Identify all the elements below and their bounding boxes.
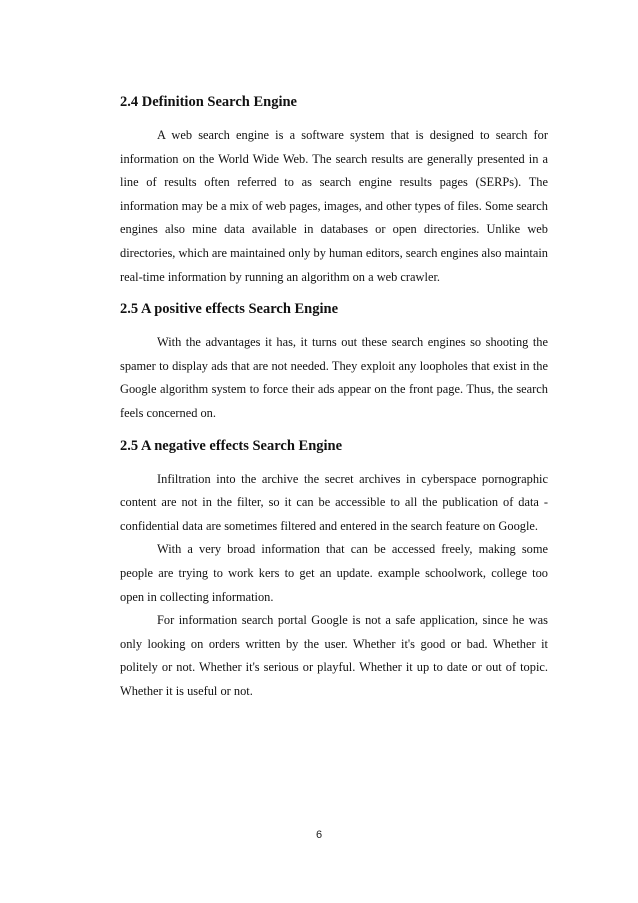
page-number: 6 — [315, 829, 323, 841]
paragraph-negative-effects-1: Infiltration into the archive the secret archives in cyberspace pornographic content are not in the filter, so it can be accessible to all the publication of data - confidential data are sometimes filtered and entered in the search feature on Google. — [120, 471, 548, 533]
paragraph-negative-effects-3: For information search portal Google is not a safe application, since he was only looking on orders written by the user. Whether it's good or bad. Whether it politely or not. Whether it's serious or playful. Whether it up to date or out of topic. Whether it is useful or not. — [120, 613, 548, 698]
paragraph-positive-effects: With the advantages it has, it turns out these search engines so shooting the spamer to display ads that are not needed. They exploit any loopholes that exist in the Google algorithm system to force their ads appear on the front page. Thus, the search feels concerned on. — [120, 335, 548, 420]
section-heading-negative-effects: 2.5 A negative effects Search Engine — [120, 437, 343, 454]
section-heading-definition: 2.4 Definition Search Engine — [120, 94, 297, 110]
section-heading-positive-effects: 2.5 A positive effects Search Engine — [120, 301, 339, 318]
paragraph-definition: A web search engine is a software system that is designed to search for information on the World Wide Web. The search results are generally presented in a line of results often referred to as search engine results pages (SERPs). The information may be a mix of web pages, images, and other types of files. Some search engines also mine data available in databases or open directories. Unlike web directories, which are maintained only by human editors, search engines also maintain real-time information by running an algorithm on a web crawler. — [120, 128, 548, 284]
paragraph-negative-effects-2: With a very broad information that can be accessed freely, making some people are trying to work kers to get an update. example schoolwork, college too open in collecting information. — [120, 542, 548, 604]
page-content — [120, 92, 548, 703]
